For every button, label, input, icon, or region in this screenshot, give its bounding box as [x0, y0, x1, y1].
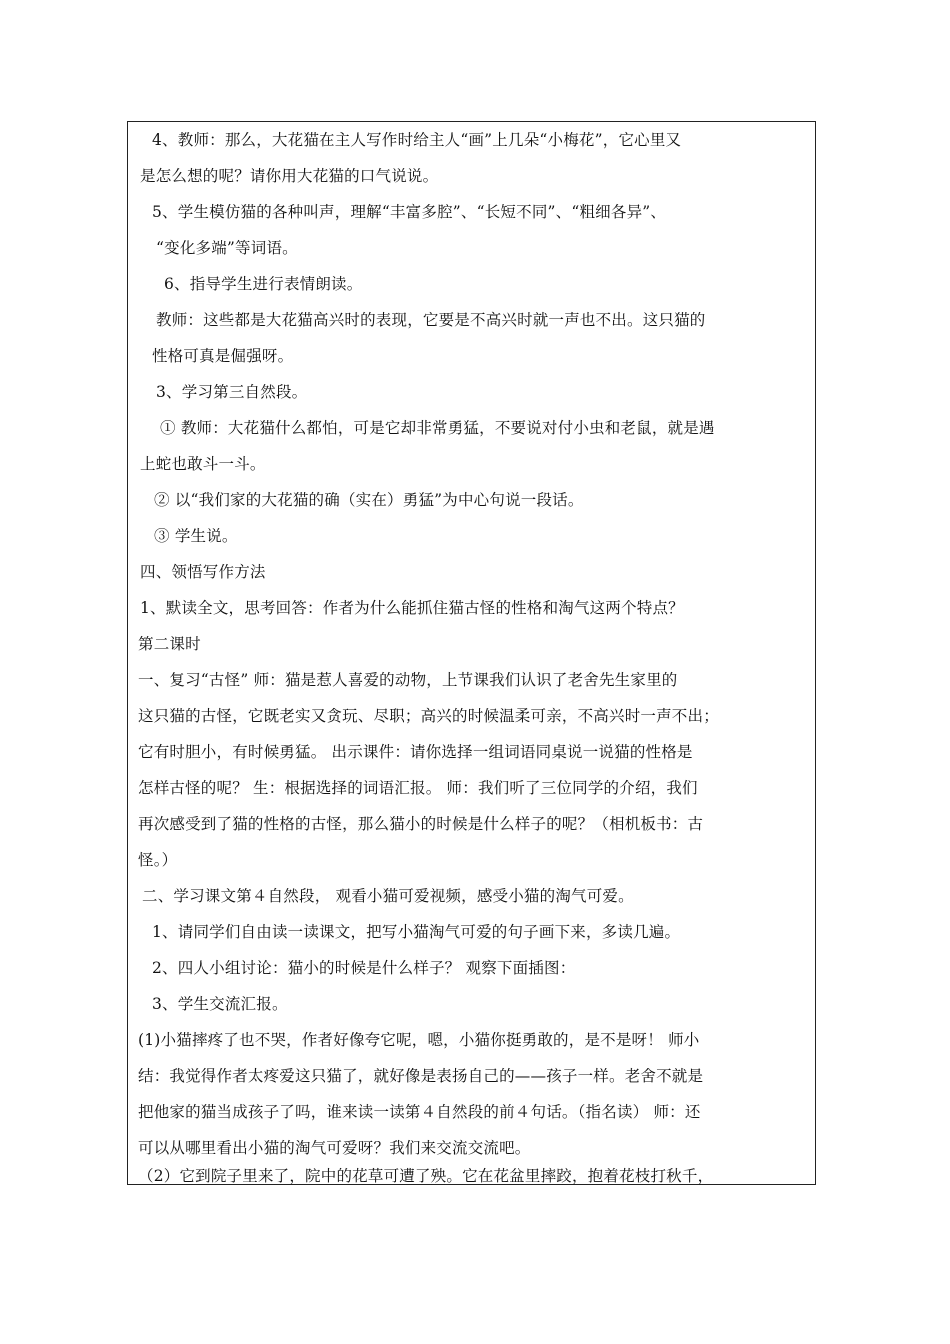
text-line: 再次感受到了猫的性格的古怪，那么猫小的时候是什么样子的呢？（相机板书：古 — [138, 815, 704, 833]
text-line: 怎样古怪的呢？ 生：根据选择的词语汇报。 师：我们听了三位同学的介绍，我们 — [138, 779, 698, 797]
text-line: 性格可真是倔强呀。 — [152, 347, 294, 365]
text-line: 上蛇也敢斗一斗。 — [140, 455, 266, 473]
text-line: 是怎么想的呢？请你用大花猫的口气说说。 — [140, 167, 439, 185]
text-line: 3、学习第三自然段。 — [156, 383, 308, 401]
section-heading: 第二课时 — [138, 635, 201, 653]
text-line: （2）它到院子里来了，院中的花草可遭了殃。它在花盆里摔跤，抱着花枝打秋千， — [138, 1167, 714, 1185]
text-line: 1、默读全文，思考回答：作者为什么能抓住猫古怪的性格和淘气这两个特点？ — [140, 599, 684, 617]
text-line: ① 教师：大花猫什么都怕，可是它却非常勇猛，不要说对付小虫和老鼠，就是遇 — [160, 419, 715, 437]
text-line: (1)小猫摔疼了也不哭，作者好像夸它呢，嗯，小猫你挺勇敢的，是不是呀！ 师小 — [138, 1031, 700, 1049]
text-line: 3、学生交流汇报。 — [152, 995, 288, 1013]
text-line: ③ 学生说。 — [154, 527, 238, 545]
content-table-cell — [127, 121, 816, 1185]
text-line: 这只猫的古怪，它既老实又贪玩、尽职；高兴的时候温柔可亲，不高兴时一声不出； — [138, 707, 719, 725]
text-line: 5、学生模仿猫的各种叫声，理解“丰富多腔”、“长短不同”、“粗细各异”、 — [152, 203, 667, 221]
text-line: 把他家的猫当成孩子了吗，谁来读一读第４自然段的前４句话。（指名读） 师：还 — [138, 1103, 701, 1121]
text-line: 教师：这些都是大花猫高兴时的表现，它要是不高兴时就一声也不出。这只猫的 — [156, 311, 706, 329]
section-heading: 四、领悟写作方法 — [140, 563, 266, 581]
text-line: 结：我觉得作者太疼爱这只猫了，就好像是表扬自己的——孩子一样。老舍不就是 — [138, 1067, 704, 1085]
text-line: ② 以“我们家的大花猫的确（实在）勇猛”为中心句说一段话。 — [154, 491, 584, 509]
text-line: “变化多端”等词语。 — [156, 239, 298, 257]
text-line: 2、四人小组讨论：猫小的时候是什么样子？ 观察下面插图： — [152, 959, 576, 977]
text-line: 可以从哪里看出小猫的淘气可爱呀？我们来交流交流吧。 — [138, 1139, 531, 1157]
text-line: 它有时胆小，有时候勇猛。 出示课件：请你选择一组词语同桌说一说猫的性格是 — [138, 743, 693, 761]
text-line: 一、复习“古怪” 师：猫是惹人喜爱的动物，上节课我们认识了老舍先生家里的 — [138, 671, 678, 689]
text-line: 4、教师：那么，大花猫在主人写作时给主人“画”上几朵“小梅花”，它心里又 — [152, 131, 682, 149]
text-line: 1、请同学们自由读一读课文，把写小猫淘气可爱的句子画下来，多读几遍。 — [152, 923, 681, 941]
text-line: 怪。） — [138, 851, 178, 869]
section-heading: 二、学习课文第４自然段， 观看小猫可爱视频，感受小猫的淘气可爱。 — [142, 887, 634, 905]
text-line: 6、指导学生进行表情朗读。 — [164, 275, 363, 293]
